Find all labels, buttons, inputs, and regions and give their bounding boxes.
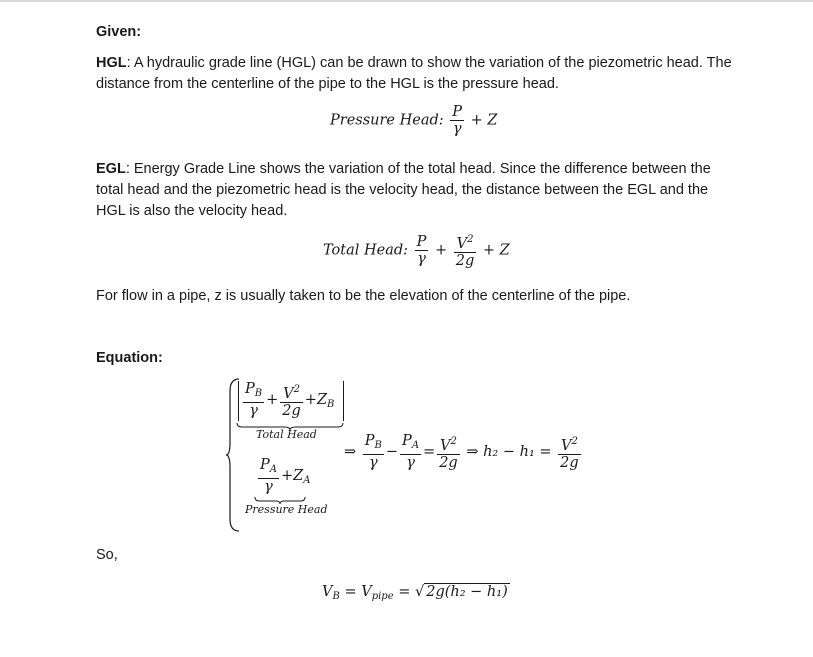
final-v-sub: B [332,591,340,602]
zb-sub: B [327,399,335,410]
th-plus1: + [266,392,279,408]
egl-term: EGL [96,161,126,177]
total-head-plus: + [435,242,448,259]
pressure-head-den: γ [452,121,462,137]
total-head-f1-den: γ [417,251,426,267]
r-pa-den: γ [406,455,415,471]
th-plus2: + [304,392,317,408]
total-head-label: Total Head: [323,242,409,259]
pb-p: P [245,381,255,397]
hgl-paragraph [96,53,736,95]
final-eq: = [398,584,411,600]
egl-text: : Energy Grade Line shows the variation of the total head. Since the difference between the total head and the piezometric head is the velocity head, the distance between the EGL and the HGL is also the velocity head. [96,161,711,219]
total-head-under-label: Total Head [256,428,317,441]
final-v: V [322,584,333,600]
za-sub: A [303,475,311,486]
pressure-head-num: P [452,104,463,120]
pressure-head-equation [330,104,497,137]
equation-block [226,377,626,537]
r-pb-p: P [364,433,375,449]
given-heading: Given: [96,24,142,40]
flow-paragraph: For flow in a pipe, z is usually taken to be the elevation of the centerline of the pipe. [96,288,631,304]
r-minus: − [385,444,399,460]
final-mid: = V [344,584,372,600]
difference-equation [344,433,583,471]
pa-p: P [260,457,270,473]
implies-1: ⇒ [344,444,357,460]
v-symbol: V [456,236,468,252]
r-pb-den: γ [368,455,378,471]
vb-v: V [283,385,294,402]
total-head-equation [323,232,510,269]
vb-den: 2g [282,402,301,419]
za-z: Z [293,468,304,484]
r-pa-sub: A [411,440,420,451]
pa-den: γ [264,479,273,495]
egl-paragraph [96,159,736,222]
hgl-term: HGL [96,55,127,71]
vb-sup: 2 [293,383,300,395]
h-vb-v: V [560,437,572,454]
total-head-tail: + Z [482,242,510,259]
so-label: So, [96,547,118,563]
pa-sub: A [269,464,277,475]
pressure-head-tail: + Z [470,112,498,129]
implies-2: ⇒ [466,444,479,460]
total-head-group [238,381,344,421]
top-border [0,0,813,2]
h-vb-den: 2g [560,454,579,471]
h-diff: h₂ − h₁ = [483,444,552,460]
final-equation [322,584,510,602]
pressure-head-under-label: Pressure Head [245,503,328,516]
hgl-text: : A hydraulic grade line (HGL) can be drawn to show the variation of the piezometric head. The distance from the centerline of the pipe to the HGL is the pressure head. [96,55,732,92]
final-radicand: 2g(h₂ − h₁) [426,584,508,600]
r-vb-den: 2g [439,454,458,471]
zb-z: Z [316,392,328,408]
ph-plus: + [281,468,294,484]
r-equals: = [423,444,436,460]
r-pb-sub: B [374,440,382,451]
r-pa-p: P [402,433,412,449]
equation-heading: Equation: [96,350,163,366]
h-vb-sup: 2 [571,435,578,447]
r-vb-v: V [440,437,451,454]
r-vb-sup: 2 [450,435,457,447]
total-head-f2-den: 2g [455,253,475,269]
total-head-f1-num: P [416,234,427,250]
total-head-f2-num [454,232,477,253]
final-pipe-sub: pipe [371,591,394,602]
pressure-head-label: Pressure Head: [330,112,444,129]
sqrt-sign: √ [414,584,425,600]
v-sup: 2 [467,234,474,245]
pb-den: γ [249,403,258,419]
pb-sub: B [254,388,263,399]
pressure-head-group [256,457,310,495]
